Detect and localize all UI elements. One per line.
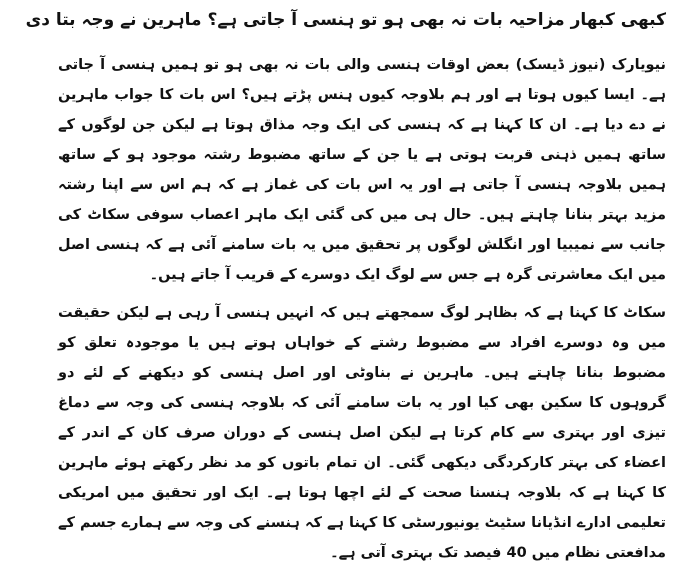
article-paragraph-2: سکاٹ کا کہنا ہے کہ بظاہر لوگ سمجھتے ہیں کہ انہیں ہنسی آ رہی ہے لیکن حقیقت میں وہ دوسرے افراد سے مضبوط رشتے کے خواہاں ہوتے ہیں یا موجودہ تعلق کو مضبوط بنانا چاہتے ہیں۔ ماہرین نے بناوٹی اور اصل ہنسی کو دیکھنے کے لئے دو گروہوں کا سکین بھی کیا اور یہ بات سامنے آئی کہ بلاوجہ ہنسی کی وجہ سے دماغ تیزی اور بہتری سے کام کرتا ہے لیکن اصل ہنسی کے دوران صرف کان کے اندر کے اعضاء کی بہتر کارکردگی دیکھی گئی۔ ان تمام باتوں کو مد نظر رکھتے ہوئے ماہرین کا کہنا ہے کہ بلاوجہ ہنسنا صحت کے لئے اچھا ہوتا ہے۔ ایک اور تحقیق میں امریکی تعلیمی ادارے انڈیانا سٹیٹ یونیورسٹی کا کہنا ہے کہ ہنسنے کی وجہ سے ہمارے جسم کے مدافعتی نظام میں 40 فیصد تک بہتری آتی ہے۔ — [58, 305, 666, 561]
article-headline: کبھی کبھار مزاحیہ بات نہ بھی ہو تو ہنسی آ جاتی ہے؟ ماہرین نے وجہ بتا دی — [25, 10, 666, 30]
article-paragraph-1: نیویارک (نیوز ڈیسک) بعض اوقات ہنسی والی بات نہ بھی ہو تو ہمیں ہنسی آ جاتی ہے۔ ایسا کیوں ہوتا ہے اور ہم بلاوجہ کیوں ہنس پڑتے ہیں؟ اس بات کا جواب ماہرین نے دے دیا ہے۔ ان کا کہنا ہے کہ ہنسی کی ایک وجہ مذاق ہوتا ہے لیکن جن لوگوں کے ساتھ ہمیں ذہنی قربت ہوتی ہے یا جن کے ساتھ مضبوط رشتہ موجود ہو کے ساتھ ہمیں بلاوجہ ہنسی آ جاتی ہے اور یہ اس بات کی غماز ہے کہ ہم اس سے اپنا رشتہ مزید بہتر بنانا چاہتے ہیں۔ حال ہی میں کی گئی ایک ماہر اعصاب سوفی سکاٹ کی جانب سے نمیبیا اور انگلش لوگوں پر تحقیق میں یہ بات سامنے آئی ہے کہ ہنسی اصل میں ایک معاشرتی گرہ ہے جس سے لوگ ایک دوسرے کے قریب آ جاتے ہیں۔ — [58, 57, 666, 283]
